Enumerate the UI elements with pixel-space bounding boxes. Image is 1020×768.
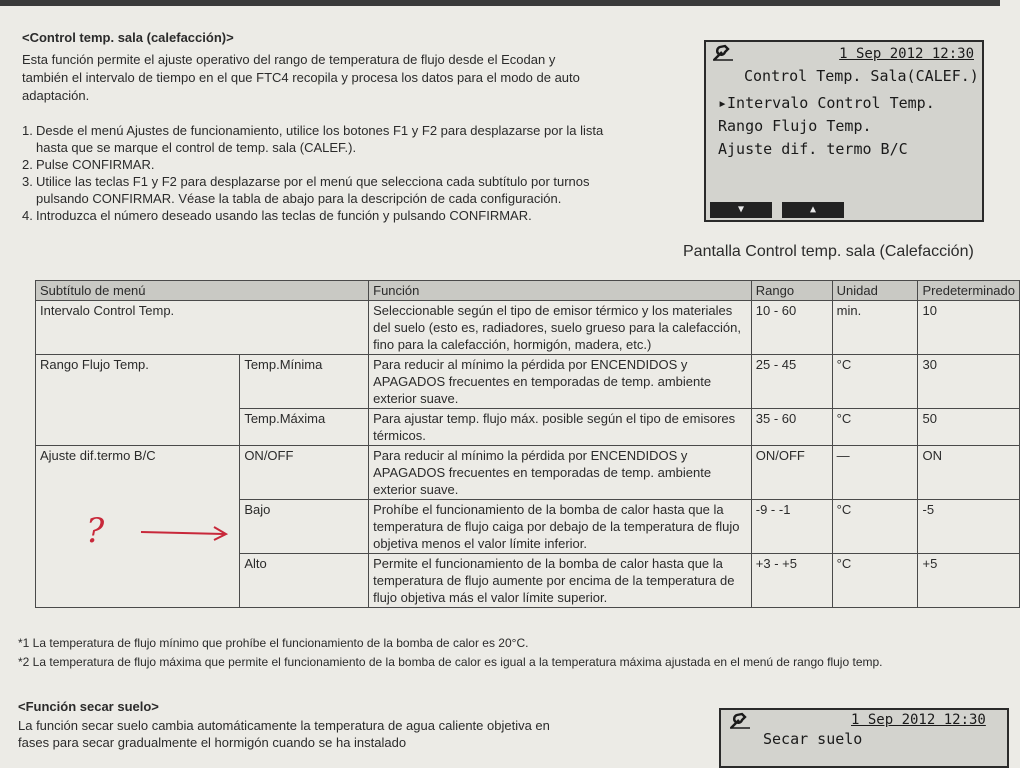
- default-cell: 10: [918, 301, 1020, 355]
- function-cell: Seleccionable según el tipo de emisor térmico y los materiales del suelo (esto es, radiadores, suelo grueso para la calefacción, fino para la calefacción, hormigón, madera, etc.): [369, 301, 752, 355]
- header-menu: Subtítulo de menú: [36, 281, 369, 301]
- unit-cell: min.: [832, 301, 918, 355]
- range-cell: 25 - 45: [751, 355, 832, 409]
- arrow-line: [141, 532, 224, 534]
- function-cell: Prohíbe el funcionamiento de la bomba de calor hasta que la temperatura de flujo caiga por debajo de la temperatura de flujo objetiva menos el valor límite inferior.: [369, 500, 752, 554]
- section2-paragraph: La función secar suelo cambia automáticamente la temperatura de agua caliente objetiva en fases para secar gradualmente el hormigón cuando se ha instalado: [18, 718, 550, 750]
- table-header-row: [36, 281, 1020, 301]
- lcd-screen-2: [719, 708, 1009, 768]
- function-cell: Para reducir al mínimo la pérdida por ENCENDIDOS y APAGADOS frecuentes en temporadas de temp. ambiente exterior suave.: [369, 446, 752, 500]
- list-item: 4. Introduzca el número deseado usando las teclas de función y pulsando CONFIRMAR.: [22, 208, 532, 223]
- header-default: Predeterminado: [918, 281, 1020, 301]
- wrench-icon: [712, 44, 734, 67]
- list-item: 1. Desde el menú Ajustes de funcionamiento, utilice los botones F1 y F2 para desplazarse por la lista hasta que se marque el control de temp. sala (CALEF.).: [22, 123, 604, 155]
- intro-paragraph: Esta función permite el ajuste operativo del rango de temperatura de flujo desde el Ecodan y también el intervalo de tiempo en el que FTC4 recopila y procesa los datos para el modo de auto adaptación.: [22, 52, 580, 103]
- table-row: [36, 301, 1020, 355]
- lcd-menu-item: ▸Intervalo Control Temp.: [718, 94, 935, 112]
- lcd-title: Control Temp. Sala(CALEF.): [744, 67, 979, 85]
- lcd2-datetime: 1 Sep 2012 12:30: [851, 712, 986, 728]
- submenu-cell: Bajo: [240, 500, 369, 554]
- range-cell: ON/OFF: [751, 446, 832, 500]
- range-cell: 35 - 60: [751, 409, 832, 446]
- unit-cell: °C: [832, 409, 918, 446]
- default-cell: 30: [918, 355, 1020, 409]
- submenu-cell: Alto: [240, 554, 369, 608]
- wrench-icon: [729, 712, 751, 735]
- default-cell: -5: [918, 500, 1020, 554]
- header-function: Función: [369, 281, 752, 301]
- submenu-cell: Temp.Máxima: [240, 409, 369, 446]
- top-border: [0, 0, 1000, 6]
- lcd2-title: Secar suelo: [763, 730, 863, 748]
- lcd-menu-item: Rango Flujo Temp.: [718, 117, 872, 135]
- unit-cell: —: [832, 446, 918, 500]
- default-cell: ON: [918, 446, 1020, 500]
- default-cell: +5: [918, 554, 1020, 608]
- footnote-1: *1 La temperatura de flujo mínimo que prohíbe el funcionamiento de la bomba de calor es 20°C.: [18, 636, 529, 650]
- section2-title: <Función secar suelo>: [18, 699, 159, 714]
- steps-list: [22, 122, 622, 224]
- unit-cell: °C: [832, 500, 918, 554]
- menu-cell: Intervalo Control Temp.: [36, 301, 369, 355]
- function-cell: Para reducir al mínimo la pérdida por ENCENDIDOS y APAGADOS frecuentes en temporadas de temp. ambiente exterior suave.: [369, 355, 752, 409]
- function-cell: Permite el funcionamiento de la bomba de calor hasta que la temperatura de flujo aumente por encima de la temperatura de flujo objetiva más el valor límite superior.: [369, 554, 752, 608]
- handwritten-annotation: [86, 512, 236, 562]
- menu-cell: Rango Flujo Temp.: [36, 355, 240, 446]
- function-cell: Para ajustar temp. flujo máx. posible según el tipo de emisores térmicos.: [369, 409, 752, 446]
- submenu-cell: ON/OFF: [240, 446, 369, 500]
- range-cell: -9 - -1: [751, 500, 832, 554]
- lcd-datetime: 1 Sep 2012 12:30: [839, 46, 974, 62]
- lcd-down-button: ▼: [710, 202, 772, 218]
- submenu-cell: Temp.Mínima: [240, 355, 369, 409]
- table-row: [36, 355, 1020, 409]
- unit-cell: °C: [832, 355, 918, 409]
- list-item: 3. Utilice las teclas F1 y F2 para desplazarse por el menú que selecciona cada subtítulo por turnos pulsando CONFIRMAR. Véase la tabla de abajo para la descripción de cada configuración.: [22, 174, 590, 206]
- range-cell: +3 - +5: [751, 554, 832, 608]
- table-row: [36, 446, 1020, 500]
- section-title: <Control temp. sala (calefacción)>: [22, 30, 234, 45]
- list-item: 2. Pulse CONFIRMAR.: [22, 157, 155, 172]
- range-cell: 10 - 60: [751, 301, 832, 355]
- lcd-up-button: ▲: [782, 202, 844, 218]
- lcd-caption: Pantalla Control temp. sala (Calefacción): [683, 243, 974, 260]
- lcd-menu-item: Ajuste dif. termo B/C: [718, 140, 908, 158]
- header-range: Rango: [751, 281, 832, 301]
- lcd-screen: [704, 40, 984, 222]
- header-unit: Unidad: [832, 281, 918, 301]
- question-mark: ?: [86, 511, 105, 551]
- default-cell: 50: [918, 409, 1020, 446]
- menu-cell: Ajuste dif.termo B/C: [36, 446, 240, 608]
- footnote-2: *2 La temperatura de flujo máxima que permite el funcionamiento de la bomba de calor es igual a la temperatura máxima ajustada en el menú de rango flujo temp.: [18, 655, 883, 669]
- unit-cell: °C: [832, 554, 918, 608]
